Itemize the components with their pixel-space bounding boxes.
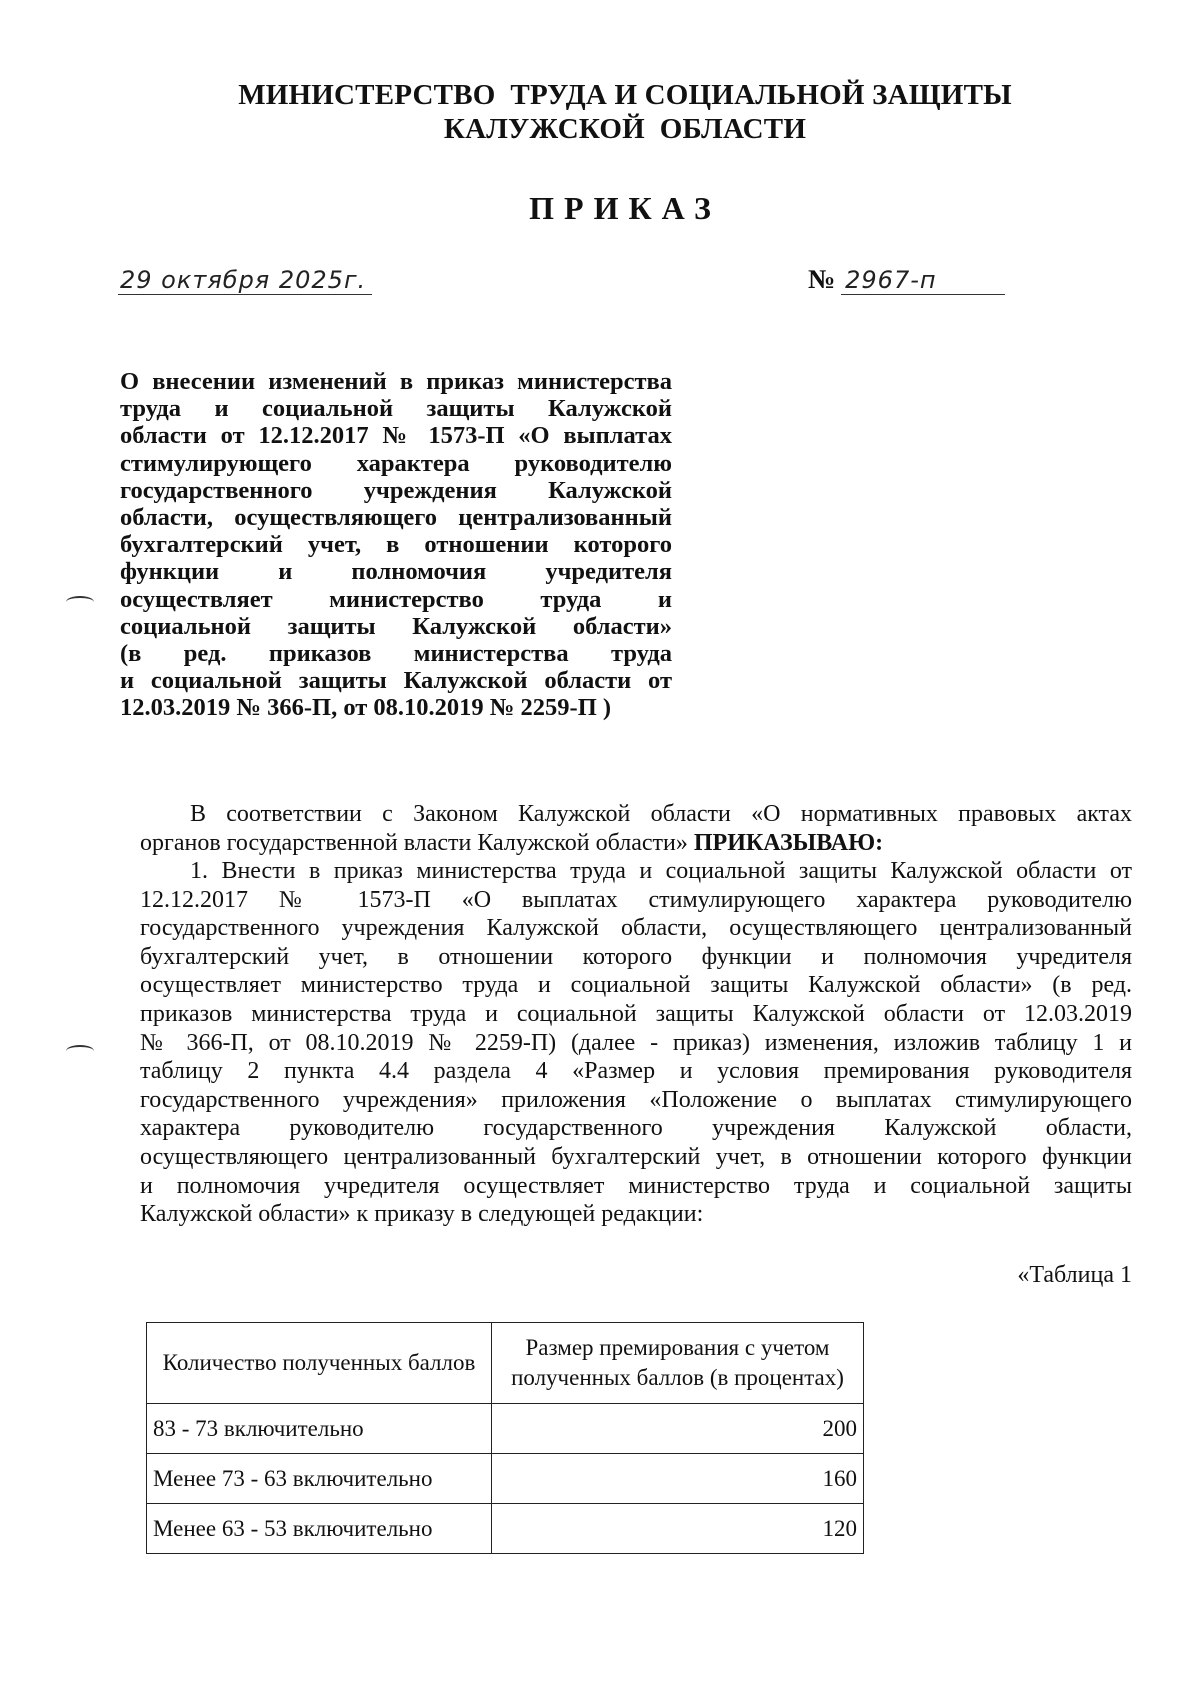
column-header-bonus: Размер премирования с учетом полученных баллов (в процентах) [492, 1323, 864, 1404]
subject-line: государственного учреждения Калужской [120, 476, 672, 504]
preamble-line [140, 829, 1132, 858]
number-sign: № [808, 264, 836, 294]
ministry-header [0, 78, 1200, 146]
table-row [147, 1504, 864, 1554]
margin-mark [66, 1045, 94, 1057]
subject-line: осуществляет министерство труда и [120, 585, 672, 613]
item-line: приказов министерства труда и социальной защиты Калужской области от 12.03.2019 [140, 1000, 1132, 1027]
points-range-cell: Менее 73 - 63 включительно [147, 1454, 492, 1504]
order-number-value: 2967-п [841, 266, 1005, 295]
subject-line: и социальной защиты Калужской области от [120, 667, 672, 695]
preamble-paragraph [140, 800, 1132, 857]
subject-line: труда и социальной защиты Калужской [120, 395, 672, 423]
subject-line: (в ред. приказов министерства труда [120, 640, 672, 668]
margin-mark [66, 596, 94, 608]
subject-line: стимулирующего характера руководителю [120, 449, 672, 477]
subject-line: О внесении изменений в приказ министерства [120, 368, 672, 395]
order-verb: ПРИКАЗЫВАЮ: [693, 829, 884, 856]
subject-line: функции и полномочия учредителя [120, 558, 672, 586]
table-caption: «Таблица 1 [1017, 1262, 1132, 1288]
bonus-value-cell: 200 [492, 1404, 864, 1454]
points-range-cell: 83 - 73 включительно [147, 1404, 492, 1454]
ministry-line-2: КАЛУЖСКОЙ ОБЛАСТИ [443, 113, 807, 145]
doc-type-title: ПРИКАЗ [529, 190, 721, 226]
item-line: таблицу 2 пункта 4.4 раздела 4 «Размер и условия премирования руководителя [140, 1058, 1132, 1085]
item-line: Калужской области» к приказу в следующей редакции: [140, 1201, 704, 1228]
item-line: 1. Внести в приказ министерства труда и социальной защиты Калужской области от [190, 858, 1132, 884]
item-line: государственного учреждения Калужской области, осуществляющего централизованный [140, 915, 1132, 942]
bonus-value-cell: 160 [492, 1454, 864, 1504]
item-line: 12.12.2017 № 1573-П «О выплатах стимулирующего характера руководителю [140, 886, 1132, 913]
item-line: осуществляет министерство труда и социальной защиты Калужской области» (в ред. [140, 972, 1132, 999]
points-range-cell: Менее 63 - 53 включительно [147, 1504, 492, 1554]
item-line: и полномочия учредителя осуществляет министерство труда и социальной защиты [140, 1172, 1132, 1199]
order-date: 29 октября 2025г. [118, 266, 372, 295]
item-line: осуществляющего централизованный бухгалтерский учет, в отношении которого функции [140, 1143, 1132, 1170]
order-number [808, 264, 1005, 295]
subject-line: области, осуществляющего централизованный [120, 504, 672, 532]
item-line: государственного учреждения» приложения «Положение о выплатах стимулирующего [140, 1086, 1132, 1113]
subject-line: 12.03.2019 № 366-П, от 08.10.2019 № 2259-П ) [120, 694, 612, 722]
subject-line: бухгалтерский учет, в отношении которого [120, 531, 672, 559]
order-subject [120, 368, 672, 722]
ministry-line-1: МИНИСТЕРСТВО ТРУДА И СОЦИАЛЬНОЙ ЗАЩИТЫ [238, 79, 1012, 111]
preamble-text: органов государственной власти Калужской области» [140, 829, 694, 856]
item-line: характера руководителю государственного учреждения Калужской области, [140, 1115, 1132, 1142]
item-line: № 366-П, от 08.10.2019 № 2259-П) (далее - приказ) изменения, изложив таблицу 1 и [140, 1029, 1132, 1056]
preamble-line: В соответствии с Законом Калужской области «О нормативных правовых актах [190, 801, 1132, 827]
column-header-points: Количество полученных баллов [147, 1323, 492, 1404]
table-row [147, 1454, 864, 1504]
subject-line: области от 12.12.2017 № 1573-П «О выплатах [120, 422, 672, 450]
bonus-table [146, 1322, 864, 1554]
table-header-row [147, 1323, 864, 1404]
item-line: бухгалтерский учет, в отношении которого функции и полномочия учредителя [140, 943, 1132, 970]
item-1-paragraph [140, 857, 1132, 1229]
table-row [147, 1404, 864, 1454]
subject-line: социальной защиты Калужской области» [120, 612, 672, 640]
bonus-value-cell: 120 [492, 1504, 864, 1554]
